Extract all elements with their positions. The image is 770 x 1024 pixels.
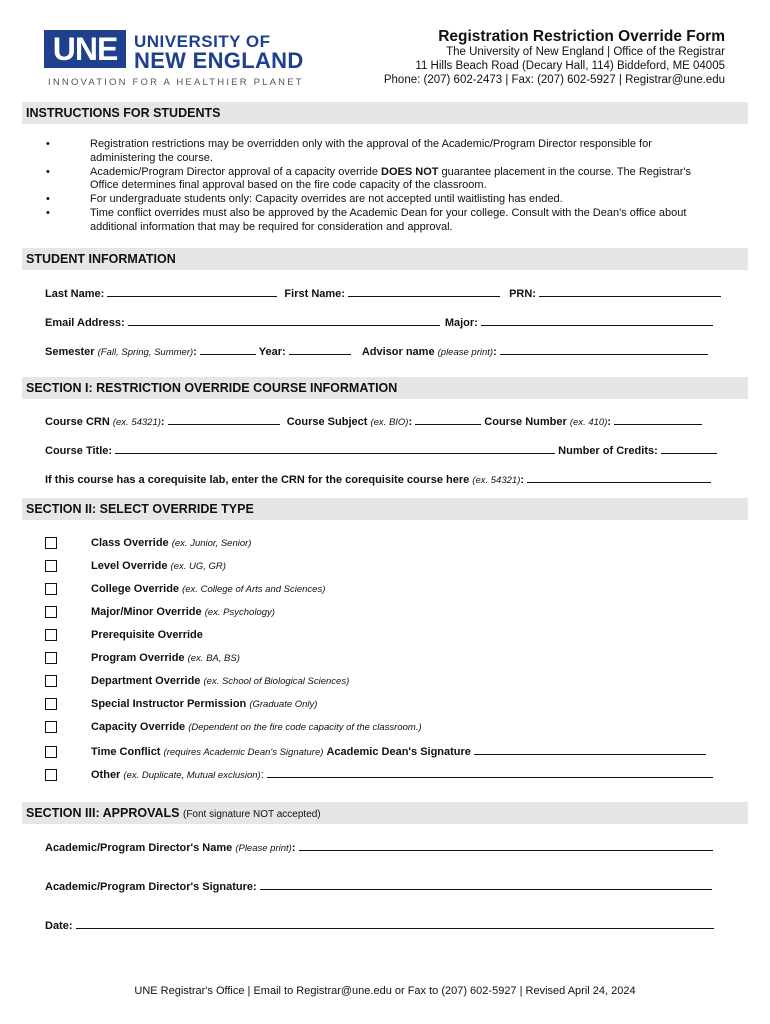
override-capacity: Capacity Override (Dependent on the fire code capacity of the classroom.) — [45, 721, 422, 733]
director-name-row: Academic/Program Director's Name (Please print): — [45, 840, 713, 854]
department-override-checkbox[interactable] — [45, 675, 57, 687]
logo-university-of: UNIVERSITY OF — [134, 32, 271, 51]
first-name-field[interactable] — [348, 286, 500, 297]
address-line: 11 Hills Beach Road (Decary Hall, 114) Biddeford, ME 04005 — [415, 60, 725, 72]
logo-tagline: INNOVATION FOR A HEALTHIER PLANET — [48, 77, 304, 88]
special-instructor-checkbox[interactable] — [45, 698, 57, 710]
office-line: The University of New England | Office of the Registrar — [446, 46, 725, 58]
college-override-checkbox[interactable] — [45, 583, 57, 595]
instructions-list — [46, 138, 716, 235]
form-title: Registration Restriction Override Form — [438, 28, 725, 45]
semester-field[interactable] — [200, 344, 256, 355]
override-time-conflict: Time Conflict (requires Academic Dean's Signature) Academic Dean's Signature — [45, 744, 706, 758]
course-crn-field[interactable] — [168, 414, 280, 425]
instruction-item: • For undergraduate students only: Capacity overrides are not accepted until waitlisting has ended. — [46, 193, 716, 207]
override-college: College Override (ex. College of Arts and Sciences) — [45, 583, 325, 595]
dean-signature-field[interactable] — [474, 744, 706, 755]
instruction-item: • Academic/Program Director approval of a capacity override DOES NOT guarantee placement in the course. The Registrar's Office determines final approval based on the fire code capacity of the classroom. — [46, 166, 716, 194]
director-signature-row: Academic/Program Director's Signature: — [45, 879, 712, 893]
override-other: Other (ex. Duplicate, Mutual exclusion): — [45, 767, 713, 781]
time-conflict-checkbox[interactable] — [45, 746, 57, 758]
section-1-heading: SECTION I: RESTRICTION OVERRIDE COURSE INFORMATION — [22, 377, 748, 399]
override-prerequisite: Prerequisite Override — [45, 629, 203, 641]
prn-field[interactable] — [539, 286, 721, 297]
student-info-heading: STUDENT INFORMATION — [22, 248, 748, 270]
override-major-minor: Major/Minor Override (ex. Psychology) — [45, 606, 275, 618]
course-number-field[interactable] — [614, 414, 702, 425]
email-field[interactable] — [128, 315, 440, 326]
section-2-heading: SECTION II: SELECT OVERRIDE TYPE — [22, 498, 748, 520]
override-department: Department Override (ex. School of Biological Sciences) — [45, 675, 349, 687]
course-subject-field[interactable] — [415, 414, 481, 425]
capacity-override-checkbox[interactable] — [45, 721, 57, 733]
semester-row: Semester (Fall, Spring, Summer): Year: Advisor name (please print): — [45, 344, 708, 358]
instruction-item: • Registration restrictions may be overridden only with the approval of the Academic/Program Director responsible for administering the course. — [46, 138, 716, 166]
date-row: Date: — [45, 918, 714, 932]
director-name-field[interactable] — [299, 840, 713, 851]
override-level: Level Override (ex. UG, GR) — [45, 560, 226, 572]
program-override-checkbox[interactable] — [45, 652, 57, 664]
section-3-heading: SECTION III: APPROVALS (Font signature NOT accepted) — [22, 802, 748, 824]
corequisite-crn-field[interactable] — [527, 472, 711, 483]
advisor-field[interactable] — [500, 344, 708, 355]
course-title-row: Course Title: Number of Credits: — [45, 443, 717, 457]
override-class: Class Override (ex. Junior, Senior) — [45, 537, 251, 549]
other-override-field[interactable] — [267, 767, 713, 778]
level-override-checkbox[interactable] — [45, 560, 57, 572]
course-info-row: Course CRN (ex. 54321): Course Subject (ex. BIO): Course Number (ex. 410): — [45, 414, 702, 428]
override-program: Program Override (ex. BA, BS) — [45, 652, 240, 664]
footer: UNE Registrar's Office | Email to Registrar@une.edu or Fax to (207) 602-5927 | Revised April 24, 2024 — [134, 985, 636, 997]
major-minor-override-checkbox[interactable] — [45, 606, 57, 618]
corequisite-row: If this course has a corequisite lab, enter the CRN for the corequisite course here (ex. 54321): — [45, 472, 711, 486]
name-row: Last Name: First Name: PRN: — [45, 286, 721, 300]
course-title-field[interactable] — [115, 443, 555, 454]
logo-new-england: NEW ENGLAND — [134, 48, 304, 73]
major-field[interactable] — [481, 315, 713, 326]
year-field[interactable] — [289, 344, 351, 355]
une-logo-mark: UNE — [44, 30, 126, 68]
prerequisite-override-checkbox[interactable] — [45, 629, 57, 641]
class-override-checkbox[interactable] — [45, 537, 57, 549]
contact-line: Phone: (207) 602-2473 | Fax: (207) 602-5927 | Registrar@une.edu — [383, 74, 725, 86]
director-signature-field[interactable] — [260, 879, 712, 890]
override-special-instructor: Special Instructor Permission (Graduate Only) — [45, 698, 317, 710]
instructions-heading: INSTRUCTIONS FOR STUDENTS — [22, 102, 748, 124]
other-override-checkbox[interactable] — [45, 769, 57, 781]
date-field[interactable] — [76, 918, 714, 929]
last-name-field[interactable] — [107, 286, 277, 297]
instruction-item: • Time conflict overrides must also be approved by the Academic Dean for your college. Consult with the Dean's office about additional information that may be required for consideration and approval. — [46, 207, 716, 235]
email-row: Email Address: Major: — [45, 315, 713, 329]
credits-field[interactable] — [661, 443, 717, 454]
